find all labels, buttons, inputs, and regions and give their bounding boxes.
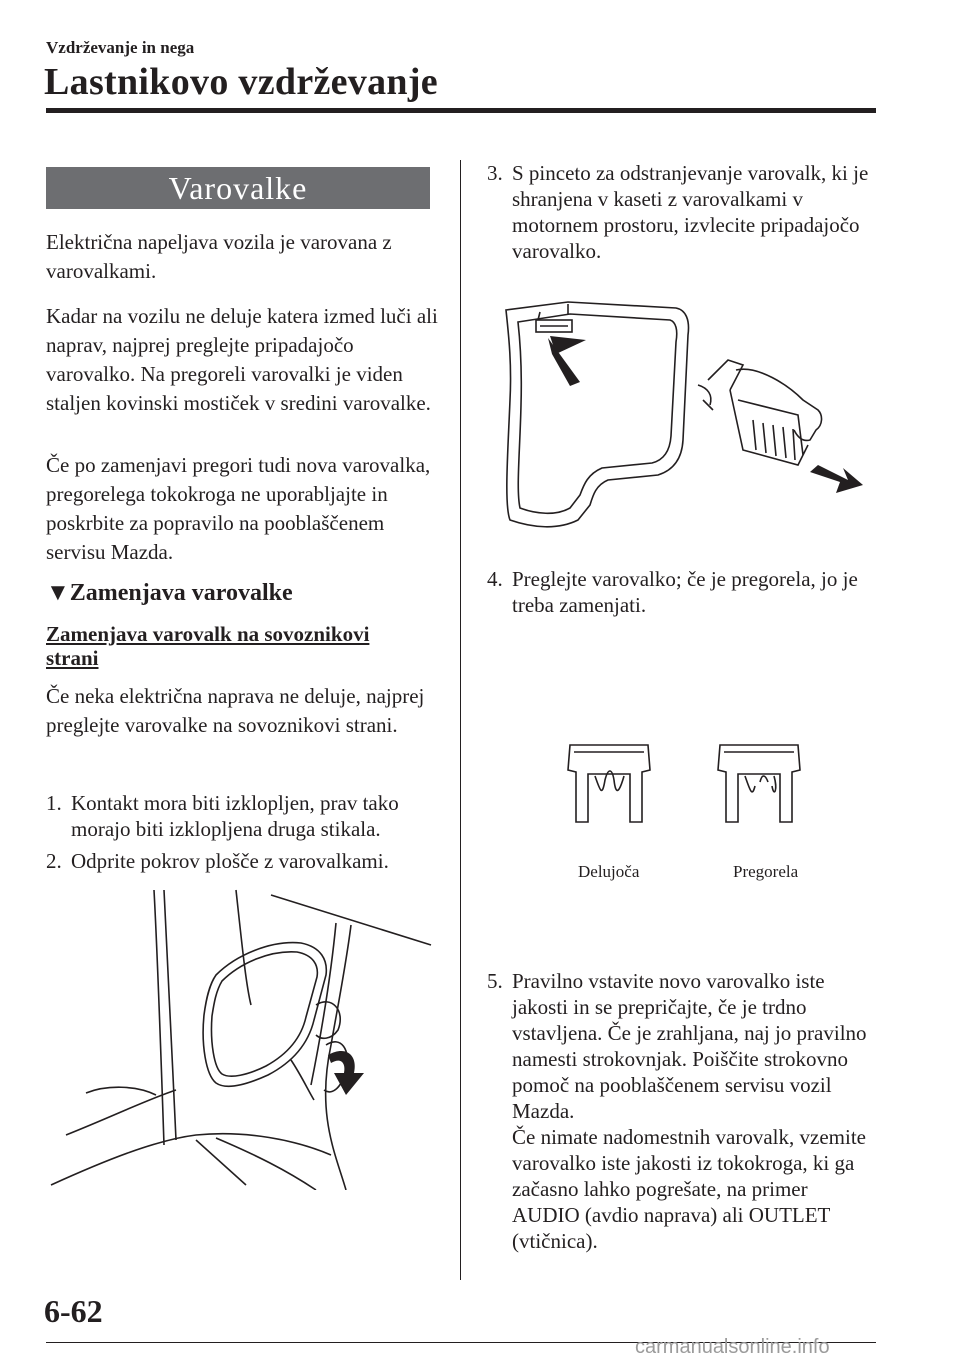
watermark[interactable]: carmanualsonline.info xyxy=(635,1336,830,1358)
step-number: 2. xyxy=(46,849,62,873)
step-5-note: Če nimate nadomestnih varovalk, vzemite varovalko iste jakosti iz tokokroga, ki ga začasno lahko pogrešate, na primer AUDIO (avdio naprava) ali OUTLET (vtičnica). xyxy=(512,1125,866,1253)
breadcrumb: Vzdrževanje in nega xyxy=(46,38,195,57)
fuse-panel-cover-illustration xyxy=(46,885,436,1190)
page-title: Lastnikovo vzdrževanje xyxy=(44,61,438,103)
step-text: Preglejte varovalko; če je pregorela, jo je treba zamenjati. xyxy=(512,567,858,617)
step-number: 1. xyxy=(46,791,62,815)
sub-subsection-heading: Zamenjava varovalk na sovoznikovi strani xyxy=(46,622,370,670)
fuse-puller-illustration xyxy=(498,290,873,535)
step-3 xyxy=(487,160,877,264)
repeat-failure-paragraph: Če po zamenjavi pregori tudi nova varovalka, pregorelega tokokroga ne uporabljajte in poskrbite za popravilo na pooblaščenem servisu Mazda. xyxy=(46,453,431,564)
step-number: 4. xyxy=(487,567,503,591)
step-2 xyxy=(46,848,446,874)
inspection-paragraph: Kadar na vozilu ne deluje katera izmed luči ali naprav, najprej preglejte pripadajočo varovalko. Na pregoreli varovalki je viden staljen kovinski mostiček v sredini varovalke. xyxy=(46,304,438,415)
fuse-comparison-illustration xyxy=(560,740,820,830)
step-text: Odprite pokrov plošče z varovalkami. xyxy=(71,849,389,873)
intro-paragraph: Električna napeljava vozila je varovana z varovalkami. xyxy=(46,230,392,283)
section-banner-label: Varovalke xyxy=(168,169,308,206)
step-5 xyxy=(487,968,877,1254)
page-number: 6-62 xyxy=(44,1293,103,1329)
step-4 xyxy=(487,566,877,618)
passenger-side-paragraph: Če neka električna naprava ne deluje, najprej preglejte varovalke na sovoznikovi strani. xyxy=(46,684,425,737)
subsection-heading xyxy=(46,580,293,607)
header-rule xyxy=(46,108,876,113)
step-text: S pinceto za odstranjevanje varovalk, ki je shranjena v kaseti z varovalkami v motornem prostoru, izvlecite pripadajočo varovalko. xyxy=(512,161,869,263)
fuse-blown-label: Pregorela xyxy=(733,862,799,881)
step-text: Pravilno vstavite novo varovalko iste jakosti in se prepričajte, če je trdno vstavljena. Če je zrahljana, naj jo pravilno namesti strokovnjak. Poiščite strokovno pomoč na pooblaščenem servisu vozil Mazda. xyxy=(512,969,867,1123)
step-number: 3. xyxy=(487,161,503,185)
step-text: Kontakt mora biti izklopljen, prav tako morajo biti izklopljena druga stikala. xyxy=(71,791,399,841)
fuse-ok-label: Delujoča xyxy=(578,862,640,881)
step-number: 5. xyxy=(487,969,503,993)
section-banner xyxy=(46,167,430,209)
step-1 xyxy=(46,790,436,842)
triangle-marker-icon: ▼ xyxy=(46,580,70,606)
subsection-heading-label: Zamenjava varovalke xyxy=(69,580,293,606)
column-divider xyxy=(460,160,461,1280)
